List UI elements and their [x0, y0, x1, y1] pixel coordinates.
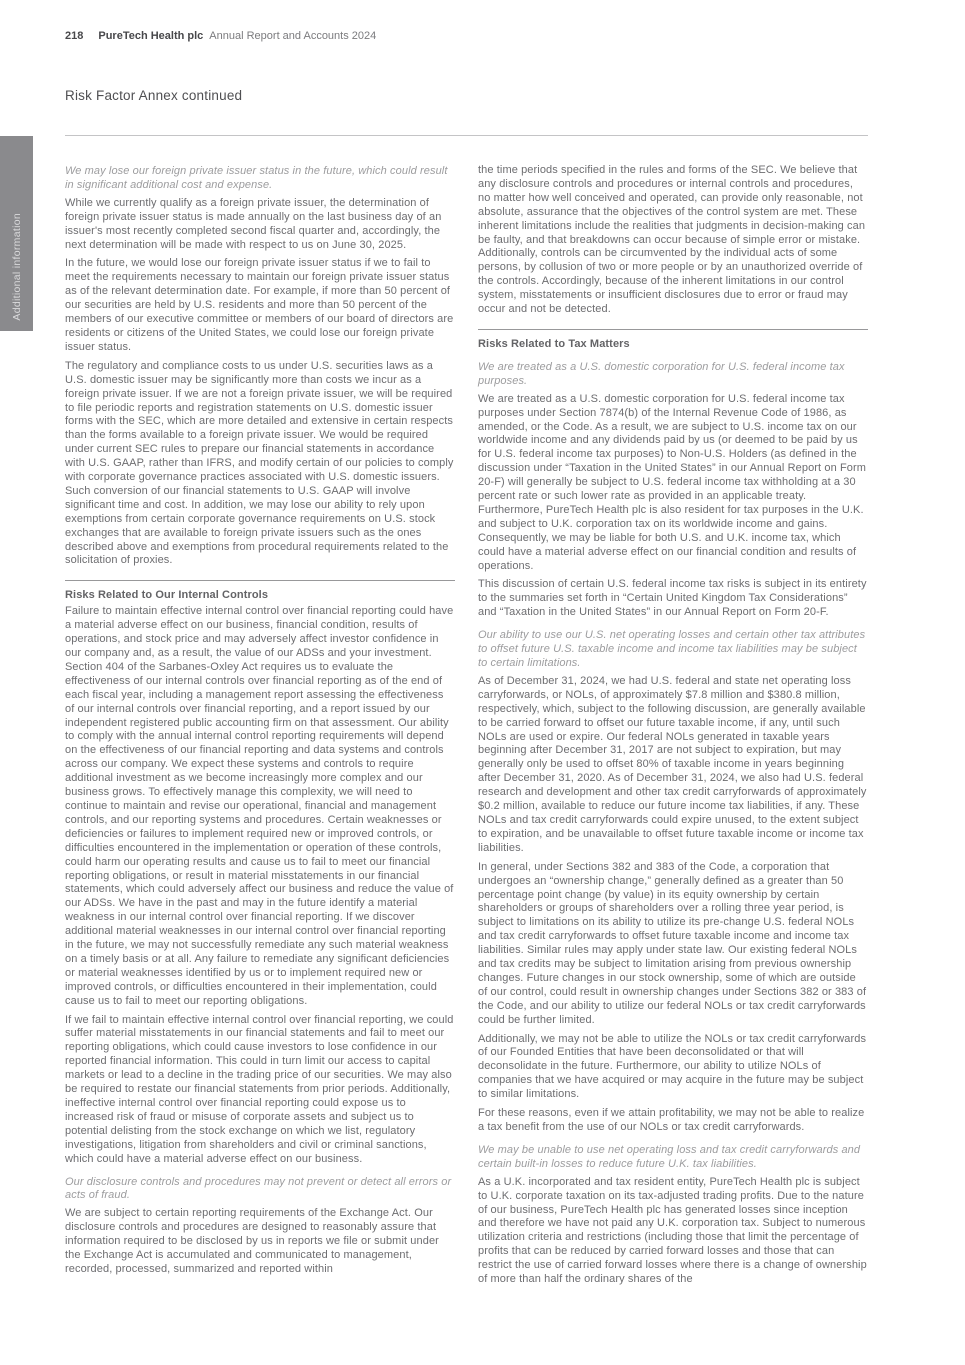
- header-divider: [65, 135, 868, 136]
- company-name: PureTech Health plc: [98, 30, 204, 42]
- risk-factor-italic-heading: Our ability to use our U.S. net operating losses and certain other tax attributes to offset future U.S. taxable income and income tax liabilities may be subject to certain limitations.: [478, 629, 866, 669]
- body-paragraph: Failure to maintain effective internal control over financial reporting could have a material adverse effect on our business, financial condition, results of operations, and stock price and may adversely affect investor confidence in our company and, as a result, the value of our ADSs and your investment. Section 404 of the Sarbanes-Oxley Act requires us to evaluate the effectiveness of our internal controls over financial reporting as of the end of each fiscal year, including a management report assessing the effectiveness of our internal controls over financial reporting, and a report issued by our independent registered public accounting firm on that assessment. Our ability to comply with the annual internal control reporting requirements will depend on the effectiveness of our financial reporting and data systems and controls across our company. We expect these systems and controls to require additional investment as we become increasingly more complex and our business grows. To effectively manage this complexity, we will need to continue to maintain and revise our operational, financial and management controls, and our reporting systems and procedures. Certain weaknesses or deficiencies or failures to implement required new or improved controls, or difficulties encountered in the implementation or operation of these controls, could harm our operating results and cause us to fail to meet our financial reporting obligations, or result in material misstatements in our financial statements, which could adversely affect our business and reduce the value of our ADSs. We have in the past and may in the future identify a material weakness in our internal control over financial reporting. If we discover additional material weaknesses in our internal control over financial reporting in the future, we may not successfully remediate any such material weakness on a timely basis or at all. Any failure to remediate any significant deficiencies or material weaknesses identified by us or to implement required new or improved controls, or difficulties encountered in their implementation, could cause us to fail to meet our reporting obligations.: [65, 605, 454, 1007]
- body-paragraph: the time periods specified in the rules and forms of the SEC. We believe that any disclosure controls and procedures or internal controls and procedures, no matter how well conceived and operated, can provide only reasonable, not absolute, assurance that the objectives of the control system are met. These inherent limitations include the realities that judgments in decision-making can be faulty, and that breakdowns can occur because of simple error or mistake. Additionally, controls can be circumvented by the individual acts of some persons, by collusion of two or more people or by an unauthorized override of the controls. Accordingly, because of the inherent limitations in our control system, misstatements or insufficient disclosures due to error or fraud may occur and not be detected.: [478, 164, 866, 316]
- body-paragraph: While we currently qualify as a foreign private issuer, the determination of foreign private issuer status is made annually on the last business day of an issuer's most recently completed second fiscal quarter and, accordingly, the next determination will be made with respect to us on June 30, 2025.: [65, 196, 442, 251]
- report-title: Annual Report and Accounts 2024: [209, 30, 377, 42]
- risk-factor-italic-heading: We may lose our foreign private issuer status in the future, which could result in significant additional cost and expense.: [65, 165, 448, 191]
- body-paragraph: The regulatory and compliance costs to us under U.S. securities laws as a U.S. domestic issuer may be significantly more than costs we incur as a foreign private issuer. If we are not a foreign private issuer, we will be required to file periodic reports and registration statements on U.S. domestic issuer forms with the SEC, which are more detailed and extensive in certain respects than the forms available to a foreign private issuer. We would be required under current SEC rules to prepare our financial statements in accordance with U.S. GAAP, rather than IFRS, and modify certain of our policies to comply with corporate governance practices associated with U.S. domestic issuers. Such conversion of our financial statements to U.S. GAAP will involve significant time and cost. In addition, we may lose our ability to rely upon exemptions from certain corporate governance requirements on U.S. stock exchanges that are available to foreign private issuers such as the ones described above and exemptions from procedural requirements related to the solicitation of proxies.: [65, 359, 454, 567]
- risk-factor-italic-heading: We are treated as a U.S. domestic corporation for U.S. federal income tax purposes.: [478, 360, 845, 387]
- body-paragraph: If we fail to maintain effective internal control over financial reporting, we could suffer material misstatements in our financial statements and fail to meet our reporting obligations, which could cause investors to lose confidence in our reported financial information. This could in turn limit our access to capital markets or lead to a decline in the trading price of our securities. We may also be required to restate our financial statements from prior periods. Additionally, ineffective internal control over financial reporting could expose us to increased risk of fraud or misuse of corporate assets and subject us to potential delisting from the stock exchange on which we list, regulatory investigations, litigation from shareholders and civil or criminal sanctions, which could have a material adverse effect on our business.: [65, 1013, 454, 1165]
- body-paragraph: As a U.K. incorporated and tax resident entity, PureTech Health plc is subject to U.K. corporate taxation on its tax-adjusted trading profits. Due to the nature of our business, PureTech Health plc has generated losses since inception and therefore we have not paid any U.K. corporation tax. Subject to numerous utilization criteria and restrictions (including those that limit the percentage of profits that can be reduced by carried forward losses and those that can restrict the use of carried forward losses where there is a change of ownership of more than half the ordinary shares of the: [478, 1175, 867, 1286]
- body-paragraph: In general, under Sections 382 and 383 of the Code, a corporation that undergoes an “ownership change,” generally defined as a greater than 50 percentage point change (by value) in its equity ownership by certain shareholders or groups of shareholders over a rolling three year period, is subject to limitations on its ability to utilize its pre-change U.S. federal NOLs and tax credit carryforwards to offset future taxable income and income tax liabilities. Similar rules may apply under state law. Our existing federal NOLs and tax credits may be subject to limitation arising from previous ownership changes. Future changes in our stock ownership, some of which are outside of our control, could result in ownership changes under Sections 382 or 383 of the Code, and our ability to utilize our federal NOLs or tax credit carryforwards could be further limited.: [478, 860, 867, 1026]
- section-heading: Risks Related to Our Internal Controls: [65, 589, 269, 602]
- body-paragraph: In the future, we would lose our foreign private issuer status if we to fail to meet the requirements necessary to maintain our foreign private issuer status as of the relevant determination date. For example, if more than 50 percent of our securities are held by U.S. residents and more than 50 percent of the members of our executive committee or members of our board of directors are residents or citizens of the United States, we could lose our foreign private issuer status.: [65, 257, 454, 353]
- right-column: [478, 164, 868, 1292]
- body-paragraph: We are subject to certain reporting requirements of the Exchange Act. Our disclosure controls and procedures are designed to reasonably assure that information required to be disclosed by us in reports we file or submit under the Exchange Act is accumulated and communicated to management, recorded, processed, summarized and reported within: [65, 1207, 439, 1275]
- body-paragraph: As of December 31, 2024, we had U.S. federal and state net operating loss carryforwards, or NOLs, of approximately $7.8 million and $380.8 million, respectively, which, subject to the following discussion, are generally available to be carried forward to offset our future taxable income, if any, until such NOLs are used or expire. Our federal NOLs generated in taxable years beginning after December 31, 2017 are not subject to expiration, but may generally only be used to offset 80% of taxable income in years beginning after December 31, 2020. As of December 31, 2024, we also had U.S. federal research and development and other tax credit carryforwards of approximately $0.2 million, available to reduce our future income tax liabilities, if any. These NOLs and tax credit carryforwards could expire unused, to the extent subject to expiration, and be unavailable to offset future taxable income or income tax liabilities.: [478, 674, 867, 854]
- body-paragraph: For these reasons, even if we attain profitability, we may not be able to realize a tax benefit from the use of our NOLs or tax credit carryforwards.: [478, 1107, 865, 1133]
- section-divider: [478, 329, 868, 330]
- section-heading: Risks Related to Tax Matters: [478, 337, 630, 350]
- sidebar-tab-label: Additional information: [10, 213, 23, 321]
- page-title: Risk Factor Annex continued: [65, 88, 243, 103]
- report-header: [65, 30, 376, 42]
- sidebar-tab-additional-information: [0, 136, 33, 331]
- risk-factor-italic-heading: Our disclosure controls and procedures may not prevent or detect all errors or acts of fraud.: [65, 1175, 452, 1202]
- content-columns: [65, 164, 868, 1292]
- left-column: [65, 164, 455, 1292]
- page-number: 218: [65, 30, 84, 42]
- section-divider: [65, 580, 455, 581]
- body-paragraph: We are treated as a U.S. domestic corporation for U.S. federal income tax purposes under Section 7874(b) of the Internal Revenue Code of 1986, as amended, or the Code. As a result, we are subject to U.S. income tax on our worldwide income and any dividends paid by us (or deemed to be paid by us for U.S. federal income tax purposes) to Non-U.S. Holders (as defined in the discussion under “Taxation in the United States” in our Annual Report on Form 20-F) will generally be subject to U.S. federal income tax withholding at a 30 percent rate or such lower rate as provided in an applicable treaty. Furthermore, PureTech Health plc is also resident for tax purposes in the U.K. and subject to U.K. corporation tax on its worldwide income and gains. Consequently, we may be liable for both U.S. and U.K. income tax, which could have a material adverse effect on our financial condition and results of operations.: [478, 392, 867, 572]
- risk-factor-italic-heading: We may be unable to use net operating loss and tax credit carryforwards and certain built-in losses to reduce future U.K. tax liabilities.: [478, 1143, 861, 1170]
- body-paragraph: This discussion of certain U.S. federal income tax risks is subject in its entirety to the summaries set forth in “Certain United Kingdom Tax Considerations” and “Taxation in the United States” in our Annual Report on Form 20-F.: [478, 578, 867, 619]
- body-paragraph: Additionally, we may not be able to utilize the NOLs or tax credit carryforwards of our Founded Entities that have been deconsolidated or that will deconsolidate in the future. Furthermore, our ability to utilize NOLs of companies that we have acquired or may acquire in the future may be subject to similar limitations.: [478, 1032, 867, 1101]
